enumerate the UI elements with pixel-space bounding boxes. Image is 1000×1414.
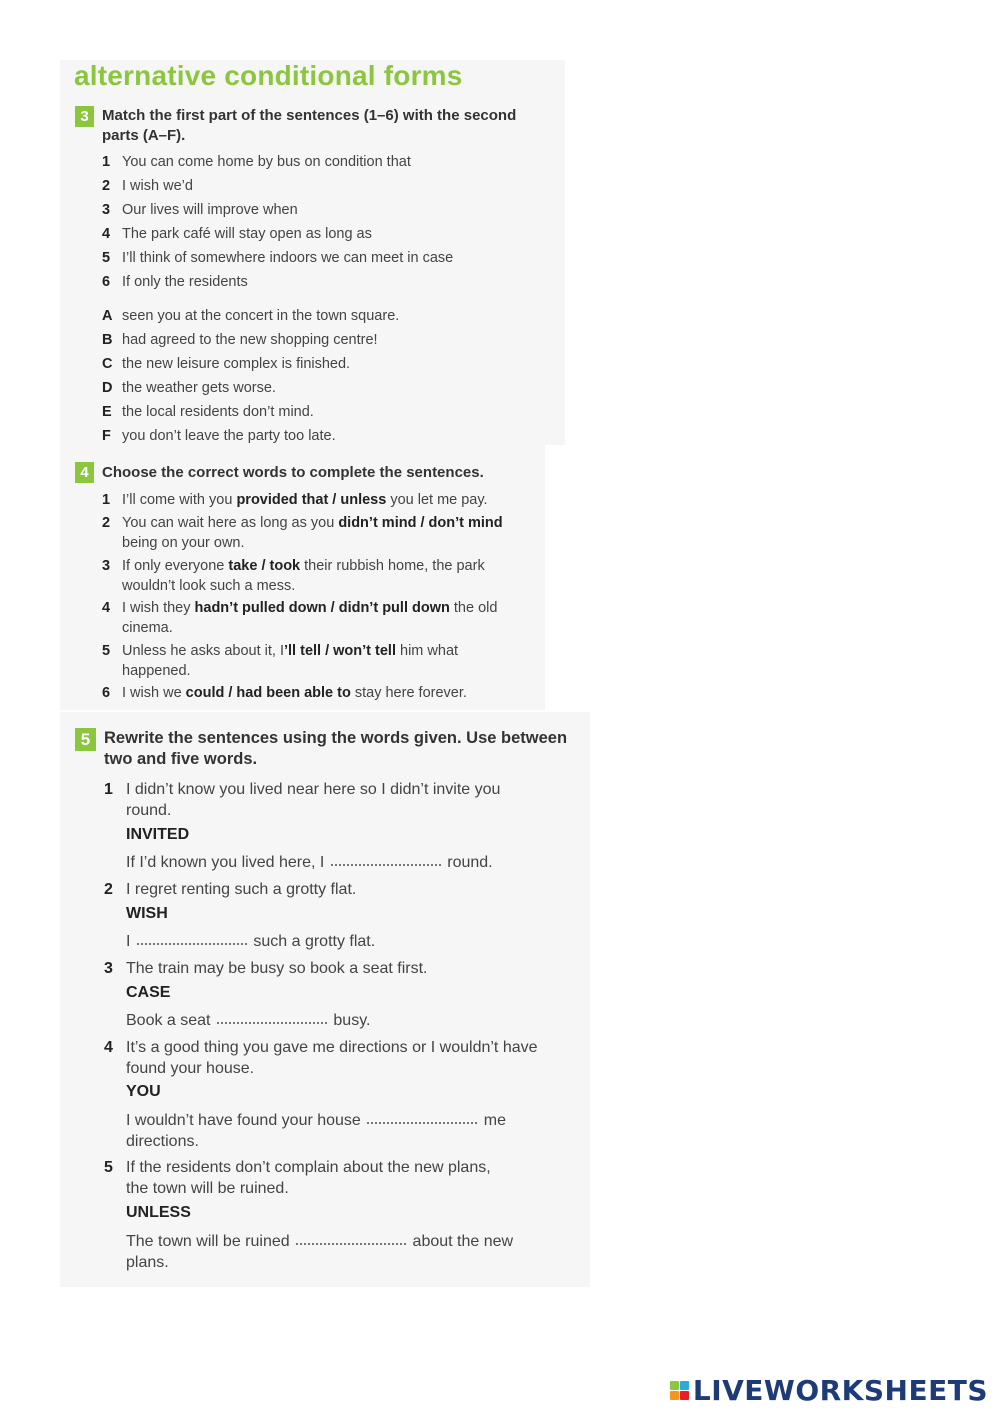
gap-sentence: The town will be ruined about the new plans. <box>126 1233 514 1271</box>
word-choice[interactable]: didn’t mind / don’t mind <box>338 515 503 531</box>
keyword: WISH <box>126 905 168 922</box>
exercise-3-heading <box>75 106 535 146</box>
keyword: YOU <box>126 1083 161 1100</box>
match-item: 2 I wish we’d <box>102 178 193 194</box>
match-item: 6 If only the residents <box>102 274 248 290</box>
answer-blank[interactable] <box>217 1010 327 1024</box>
word-choice[interactable]: ’ll tell / won’t tell <box>284 643 396 659</box>
exercise-instruction: Match the first part of the sentences (1–6) with the second parts (A–F). <box>102 107 517 144</box>
match-option: A seen you at the concert in the town square. <box>102 308 400 324</box>
exercise-4-heading <box>75 462 535 483</box>
answer-blank[interactable] <box>296 1231 406 1245</box>
exercise-instruction: Rewrite the sentences using the words given. Use between two and five words. <box>104 729 568 768</box>
liveworksheets-logo-icon <box>670 1381 689 1400</box>
answer-input[interactable] <box>137 935 247 949</box>
page-title: alternative conditional forms <box>74 60 463 91</box>
match-option: F you don’t leave the party too late. <box>102 428 336 444</box>
choice-item: 1 I’ll come with you provided that / unless you let me pay. <box>102 492 488 508</box>
gap-sentence: If I’d known you lived here, I round. <box>126 854 493 871</box>
match-option: E the local residents don’t mind. <box>102 404 314 420</box>
exercise-5-heading <box>75 728 575 770</box>
liveworksheets-brand[interactable] <box>670 1374 988 1407</box>
answer-input[interactable] <box>217 1014 327 1028</box>
gap-sentence: Book a seat busy. <box>126 1012 371 1029</box>
match-item: 1 You can come home by bus on condition that <box>102 154 411 170</box>
brand-name: LIVEWORKSHEETS <box>692 1374 988 1407</box>
gap-sentence: I wouldn’t have found your house me directions. <box>126 1112 506 1150</box>
match-item: 5 I’ll think of somewhere indoors we can meet in case <box>102 250 454 266</box>
keyword: CASE <box>126 984 171 1001</box>
match-option: C the new leisure complex is finished. <box>102 356 351 372</box>
rewrite-item: 3 The train may be busy so book a seat first. <box>104 960 428 977</box>
answer-blank[interactable] <box>367 1110 477 1124</box>
answer-input[interactable] <box>367 1114 477 1128</box>
choice-item: 4 I wish they hadn’t pulled down / didn’t pull down the old cinema. <box>102 600 498 636</box>
exercise-instruction: Choose the correct words to complete the sentences. <box>102 464 484 481</box>
answer-input[interactable] <box>296 1235 406 1249</box>
gap-sentence: I such a grotty flat. <box>126 933 376 950</box>
match-item: 3 Our lives will improve when <box>102 202 298 218</box>
choice-item: 6 I wish we could / had been able to stay here forever. <box>102 685 467 701</box>
answer-input[interactable] <box>331 856 441 870</box>
exercise-number-badge: 3 <box>75 106 94 127</box>
match-option: B had agreed to the new shopping centre! <box>102 332 378 348</box>
exercise-number-badge: 4 <box>75 462 94 483</box>
rewrite-item: 2 I regret renting such a grotty flat. <box>104 881 357 898</box>
exercise-number-badge: 5 <box>75 728 96 751</box>
rewrite-item: 1 I didn’t know you lived near here so I didn’t invite you round. <box>104 781 501 819</box>
match-option: D the weather gets worse. <box>102 380 276 396</box>
keyword: INVITED <box>126 826 190 843</box>
answer-blank[interactable] <box>137 931 247 945</box>
word-choice[interactable]: could / had been able to <box>185 685 351 701</box>
rewrite-item: 4 It’s a good thing you gave me directions or I wouldn’t have found your house. <box>104 1039 538 1077</box>
word-choice[interactable]: hadn’t pulled down / didn’t pull down <box>194 600 450 616</box>
choice-item: 2 You can wait here as long as you didn’t mind / don’t mind being on your own. <box>102 515 503 551</box>
rewrite-item: 5 If the residents don’t complain about the new plans, the town will be ruined. <box>104 1159 491 1197</box>
choice-item: 5 Unless he asks about it, I’ll tell / won’t tell him what happened. <box>102 643 459 679</box>
word-choice[interactable]: take / took <box>228 558 301 574</box>
match-item: 4 The park café will stay open as long as <box>102 226 372 242</box>
choice-item: 3 If only everyone take / took their rubbish home, the park wouldn’t look such a mess. <box>102 558 485 594</box>
answer-blank[interactable] <box>331 852 441 866</box>
keyword: UNLESS <box>126 1204 191 1221</box>
word-choice[interactable]: provided that / unless <box>236 492 387 508</box>
